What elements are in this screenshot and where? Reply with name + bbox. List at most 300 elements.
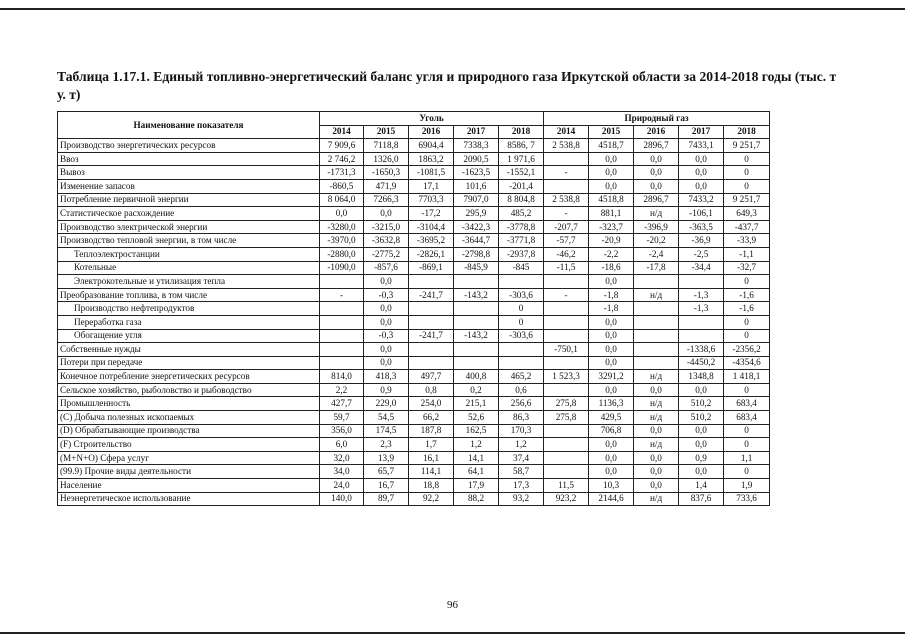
coal-value-cell: 1 971,6 [499,152,544,166]
gas-value-cell: 3291,2 [589,370,634,384]
row-label: Потери при передаче [58,356,320,370]
coal-value-cell: 471,9 [364,179,409,193]
coal-value-cell: -143,2 [454,329,499,343]
coal-value-cell: 0 [499,302,544,316]
table-row [58,479,770,493]
gas-value-cell: 0,0 [589,465,634,479]
gas-value-cell [544,179,589,193]
coal-value-cell: 174,5 [364,424,409,438]
coal-value-cell: 215,1 [454,397,499,411]
gas-value-cell: 0 [724,275,770,289]
coal-value-cell: -3280,0 [320,220,364,234]
coal-value-cell [409,315,454,329]
row-label: (99.9) Прочие виды деятельности [58,465,320,479]
gas-value-cell: 0,0 [589,451,634,465]
coal-value-cell: 54,5 [364,411,409,425]
coal-value-cell: -1731,3 [320,166,364,180]
coal-value-cell [409,356,454,370]
coal-value-cell: 0,8 [409,383,454,397]
row-label: Теплоэлектростанции [58,247,320,261]
coal-value-cell [320,302,364,316]
coal-value-cell: -3778,8 [499,220,544,234]
coal-value-cell: -1650,3 [364,166,409,180]
gas-value-cell [679,275,724,289]
gas-value-cell: 683,4 [724,411,770,425]
gas-value-cell: - [544,166,589,180]
gas-value-cell: 0,0 [589,179,634,193]
gas-value-cell: -2356,2 [724,343,770,357]
coal-value-cell: 0,0 [320,207,364,221]
gas-value-cell [634,302,679,316]
gas-value-cell: -18,6 [589,261,634,275]
gas-value-cell: 0,0 [589,315,634,329]
gas-value-cell: 10,3 [589,479,634,493]
gas-value-cell: 0,0 [589,438,634,452]
coal-year-header: 2014 [320,125,364,139]
gas-value-cell: 0,0 [679,383,724,397]
coal-value-cell: 356,0 [320,424,364,438]
gas-value-cell: 7433,2 [679,193,724,207]
gas-value-cell: -20,9 [589,234,634,248]
coal-value-cell [320,343,364,357]
gas-value-cell: -2,2 [589,247,634,261]
coal-value-cell: -303,6 [499,288,544,302]
coal-value-cell: 485,2 [499,207,544,221]
coal-value-cell [454,302,499,316]
coal-value-cell: -201,4 [499,179,544,193]
gas-value-cell: 0 [724,179,770,193]
coal-value-cell: 254,0 [409,397,454,411]
coal-value-cell: -3644,7 [454,234,499,248]
gas-value-cell: -437,7 [724,220,770,234]
coal-value-cell: -2798,8 [454,247,499,261]
gas-value-cell: 11,5 [544,479,589,493]
gas-value-cell: 1348,8 [679,370,724,384]
coal-value-cell [454,343,499,357]
coal-year-header: 2018 [499,125,544,139]
coal-value-cell: 2,3 [364,438,409,452]
table-row [58,275,770,289]
coal-value-cell: 0,0 [364,315,409,329]
coal-value-cell: 88,2 [454,492,499,506]
gas-value-cell [544,302,589,316]
gas-value-cell: -323,7 [589,220,634,234]
row-label: Собственные нужды [58,343,320,357]
gas-value-cell: 2 538,8 [544,139,589,153]
gas-year-header: 2015 [589,125,634,139]
table-row [58,288,770,302]
gas-value-cell: -36,9 [679,234,724,248]
gas-year-header: 2014 [544,125,589,139]
coal-value-cell: -241,7 [409,288,454,302]
coal-value-cell: 1326,0 [364,152,409,166]
gas-value-cell: 0 [724,424,770,438]
gas-value-cell: 1 418,1 [724,370,770,384]
gas-value-cell: -207,7 [544,220,589,234]
table-row [58,315,770,329]
gas-value-cell: -1,6 [724,302,770,316]
row-label: Ввоз [58,152,320,166]
coal-value-cell: -845,9 [454,261,499,275]
coal-year-header: 2016 [409,125,454,139]
coal-value-cell: 8 064,0 [320,193,364,207]
row-label: Неэнергетическое использование [58,492,320,506]
coal-value-cell: 1,2 [499,438,544,452]
table-row [58,220,770,234]
gas-year-header: 2018 [724,125,770,139]
gas-value-cell: 0,0 [634,424,679,438]
coal-value-cell: -845 [499,261,544,275]
coal-value-cell: -0,3 [364,329,409,343]
coal-value-cell: 58,7 [499,465,544,479]
coal-value-cell: 13,9 [364,451,409,465]
row-label: Переработка газа [58,315,320,329]
coal-value-cell [320,275,364,289]
gas-value-cell: 683,4 [724,397,770,411]
gas-value-cell: 923,2 [544,492,589,506]
row-label: Производство нефтепродуктов [58,302,320,316]
gas-value-cell: -11,5 [544,261,589,275]
table-row [58,451,770,465]
gas-value-cell: 510,2 [679,397,724,411]
gas-value-cell: -1,8 [589,302,634,316]
gas-value-cell: - [544,207,589,221]
gas-value-cell: н/д [634,492,679,506]
coal-value-cell: 89,7 [364,492,409,506]
gas-value-cell: 881,1 [589,207,634,221]
coal-value-cell [409,343,454,357]
gas-value-cell [544,152,589,166]
row-label: Электрокотельные и утилизация тепла [58,275,320,289]
coal-value-cell: 7703,3 [409,193,454,207]
gas-value-cell: н/д [634,438,679,452]
table-row [58,411,770,425]
gas-value-cell: 0,0 [679,152,724,166]
gas-value-cell: 9 251,7 [724,139,770,153]
table-row [58,465,770,479]
row-label: Преобразование топлива, в том числе [58,288,320,302]
gas-value-cell: 0 [724,329,770,343]
coal-value-cell: 8 804,8 [499,193,544,207]
row-label: Производство тепловой энергии, в том числе [58,234,320,248]
coal-value-cell: 59,7 [320,411,364,425]
coal-value-cell: 16,1 [409,451,454,465]
coal-value-cell [320,315,364,329]
coal-value-cell: -3422,3 [454,220,499,234]
gas-value-cell: -1,6 [724,288,770,302]
table-row [58,343,770,357]
coal-value-cell: -3632,8 [364,234,409,248]
gas-value-cell [679,315,724,329]
coal-value-cell: 6,0 [320,438,364,452]
coal-value-cell: 92,2 [409,492,454,506]
row-label: Конечное потребление энергетических ресурсов [58,370,320,384]
gas-value-cell [634,315,679,329]
gas-value-cell: 4518,7 [589,139,634,153]
gas-value-cell [634,329,679,343]
coal-value-cell: -1623,5 [454,166,499,180]
coal-value-cell: -857,6 [364,261,409,275]
coal-value-cell: 114,1 [409,465,454,479]
gas-value-cell [544,465,589,479]
gas-value-cell: 0,0 [634,465,679,479]
gas-value-cell: 0,0 [589,329,634,343]
gas-value-cell: н/д [634,288,679,302]
coal-value-cell: 6904,4 [409,139,454,153]
row-label: Население [58,479,320,493]
gas-value-cell [544,275,589,289]
coal-value-cell: 7338,3 [454,139,499,153]
table-row [58,179,770,193]
gas-year-header: 2017 [679,125,724,139]
gas-value-cell [634,356,679,370]
coal-value-cell: 7907,0 [454,193,499,207]
coal-value-cell: 0,0 [364,207,409,221]
table-row [58,166,770,180]
coal-value-cell [499,356,544,370]
gas-year-header: 2016 [634,125,679,139]
gas-value-cell: 2896,7 [634,193,679,207]
gas-value-cell: -1,3 [679,302,724,316]
gas-value-cell: 0 [724,383,770,397]
coal-value-cell: 65,7 [364,465,409,479]
indicator-header: Наименование показателя [58,112,320,139]
balance-table-container [57,111,770,506]
coal-value-cell: -3771,8 [499,234,544,248]
coal-value-cell: 17,9 [454,479,499,493]
coal-value-cell: 7118,8 [364,139,409,153]
gas-value-cell: -46,2 [544,247,589,261]
gas-value-cell: -750,1 [544,343,589,357]
gas-value-cell: 0,0 [589,383,634,397]
gas-value-cell: 0 [724,166,770,180]
coal-value-cell: 66,2 [409,411,454,425]
row-label: (С) Добыча полезных ископаемых [58,411,320,425]
gas-value-cell: 1,1 [724,451,770,465]
gas-value-cell: -1,1 [724,247,770,261]
coal-value-cell: 418,3 [364,370,409,384]
gas-value-cell [679,329,724,343]
gas-value-cell: 733,6 [724,492,770,506]
gas-value-cell: 649,3 [724,207,770,221]
coal-value-cell: -241,7 [409,329,454,343]
gas-value-cell: 706,8 [589,424,634,438]
coal-value-cell: 497,7 [409,370,454,384]
coal-value-cell: -2826,1 [409,247,454,261]
coal-value-cell: 34,0 [320,465,364,479]
coal-value-cell: 295,9 [454,207,499,221]
gas-value-cell: 2144,6 [589,492,634,506]
gas-value-cell: 0,0 [634,479,679,493]
coal-value-cell: -869,1 [409,261,454,275]
gas-value-cell [544,356,589,370]
coal-year-header: 2017 [454,125,499,139]
gas-value-cell: 0 [724,315,770,329]
gas-value-cell [544,451,589,465]
scan-top-edge [0,8,905,10]
gas-value-cell: -2,5 [679,247,724,261]
table-row [58,383,770,397]
gas-value-cell: -106,1 [679,207,724,221]
coal-value-cell: 0,0 [364,356,409,370]
coal-value-cell: 170,3 [499,424,544,438]
gas-value-cell [634,343,679,357]
gas-value-cell: 1,4 [679,479,724,493]
gas-value-cell: 0,0 [589,166,634,180]
coal-value-cell: 0,0 [364,302,409,316]
coal-value-cell: 814,0 [320,370,364,384]
gas-value-cell: -57,7 [544,234,589,248]
row-label: Сельское хозяйство, рыболовство и рыбоводство [58,383,320,397]
row-label: (M+N+O) Сфера услуг [58,451,320,465]
coal-value-cell: -17,2 [409,207,454,221]
gas-value-cell: -4450,2 [679,356,724,370]
gas-group-header: Природный газ [544,112,770,126]
gas-value-cell: 0,0 [634,383,679,397]
gas-value-cell: 0,0 [634,152,679,166]
gas-value-cell: 2896,7 [634,139,679,153]
coal-value-cell: 32,0 [320,451,364,465]
gas-value-cell: 4518,8 [589,193,634,207]
gas-value-cell: 0,0 [634,451,679,465]
coal-value-cell: -3695,2 [409,234,454,248]
scan-bottom-edge [0,632,905,634]
table-row [58,329,770,343]
table-row [58,234,770,248]
row-label: (D) Обрабатывающие производства [58,424,320,438]
coal-value-cell: -2775,2 [364,247,409,261]
gas-value-cell [634,275,679,289]
gas-value-cell: -2,4 [634,247,679,261]
table-row [58,492,770,506]
coal-value-cell: 86,3 [499,411,544,425]
row-label: Производство электрической энергии [58,220,320,234]
gas-value-cell: -363,5 [679,220,724,234]
coal-value-cell: -0,3 [364,288,409,302]
gas-value-cell: 0 [724,465,770,479]
coal-value-cell: 37,4 [499,451,544,465]
coal-value-cell: 0 [499,315,544,329]
gas-value-cell: 0,0 [679,179,724,193]
gas-value-cell: 837,6 [679,492,724,506]
gas-value-cell: 429,5 [589,411,634,425]
gas-value-cell: 0,0 [634,166,679,180]
gas-value-cell: н/д [634,397,679,411]
gas-value-cell [544,424,589,438]
table-row [58,424,770,438]
gas-value-cell [544,315,589,329]
coal-value-cell: -860,5 [320,179,364,193]
gas-value-cell: 0,0 [589,343,634,357]
gas-value-cell: -20,2 [634,234,679,248]
gas-value-cell: 1,9 [724,479,770,493]
gas-value-cell: 0,9 [679,451,724,465]
coal-value-cell: 229,0 [364,397,409,411]
gas-value-cell: -34,4 [679,261,724,275]
gas-value-cell: 275,8 [544,397,589,411]
coal-value-cell: 52,6 [454,411,499,425]
coal-value-cell: -3970,0 [320,234,364,248]
coal-value-cell [499,275,544,289]
gas-value-cell: 275,8 [544,411,589,425]
coal-value-cell: -2937,8 [499,247,544,261]
coal-value-cell: 187,8 [409,424,454,438]
gas-value-cell: -396,9 [634,220,679,234]
coal-value-cell: 400,8 [454,370,499,384]
coal-value-cell [454,315,499,329]
page-number: 96 [447,599,458,611]
gas-value-cell [544,438,589,452]
coal-value-cell: 64,1 [454,465,499,479]
coal-year-header: 2015 [364,125,409,139]
coal-value-cell: 7266,3 [364,193,409,207]
gas-value-cell: 9 251,7 [724,193,770,207]
table-title: Таблица 1.17.1. Единый топливно-энергетический баланс угля и природного газа Иркутской области за 2014-2018 годы (тыс. т у. т) [57,69,837,102]
coal-value-cell: 7 909,6 [320,139,364,153]
gas-value-cell: 1136,3 [589,397,634,411]
table-row [58,397,770,411]
coal-value-cell: 14,1 [454,451,499,465]
gas-value-cell: н/д [634,411,679,425]
gas-value-cell: 0,0 [589,356,634,370]
coal-value-cell: -3104,4 [409,220,454,234]
table-row [58,247,770,261]
coal-value-cell: -1552,1 [499,166,544,180]
gas-value-cell: 2 538,8 [544,193,589,207]
coal-value-cell: 2 746,2 [320,152,364,166]
coal-value-cell [409,302,454,316]
energy-balance-table [57,111,770,506]
coal-value-cell: 17,3 [499,479,544,493]
gas-value-cell: -4354,6 [724,356,770,370]
table-row [58,302,770,316]
coal-value-cell: 2,2 [320,383,364,397]
row-label: (F) Строительство [58,438,320,452]
coal-value-cell: 465,2 [499,370,544,384]
table-body [58,139,770,506]
table-row [58,356,770,370]
coal-value-cell: 0,2 [454,383,499,397]
gas-value-cell: 510,2 [679,411,724,425]
table-row [58,193,770,207]
row-label: Потребление первичной энергии [58,193,320,207]
coal-value-cell: -2880,0 [320,247,364,261]
coal-value-cell: 1863,2 [409,152,454,166]
coal-value-cell: 16,7 [364,479,409,493]
coal-value-cell: 18,8 [409,479,454,493]
coal-value-cell: 101,6 [454,179,499,193]
table-row [58,139,770,153]
coal-value-cell: - [320,288,364,302]
coal-value-cell [320,329,364,343]
gas-value-cell: -32,7 [724,261,770,275]
gas-value-cell: -17,8 [634,261,679,275]
gas-value-cell: -1,3 [679,288,724,302]
coal-group-header: Уголь [320,112,544,126]
gas-value-cell: 1 523,3 [544,370,589,384]
row-label: Статистическое расхождение [58,207,320,221]
coal-value-cell: 0,6 [499,383,544,397]
gas-value-cell: -33,9 [724,234,770,248]
gas-value-cell: 0,0 [589,275,634,289]
coal-value-cell: -3215,0 [364,220,409,234]
gas-value-cell: н/д [634,370,679,384]
coal-value-cell: 2090,5 [454,152,499,166]
gas-value-cell: 0,0 [679,166,724,180]
table-row [58,207,770,221]
coal-value-cell [499,343,544,357]
coal-value-cell: 24,0 [320,479,364,493]
